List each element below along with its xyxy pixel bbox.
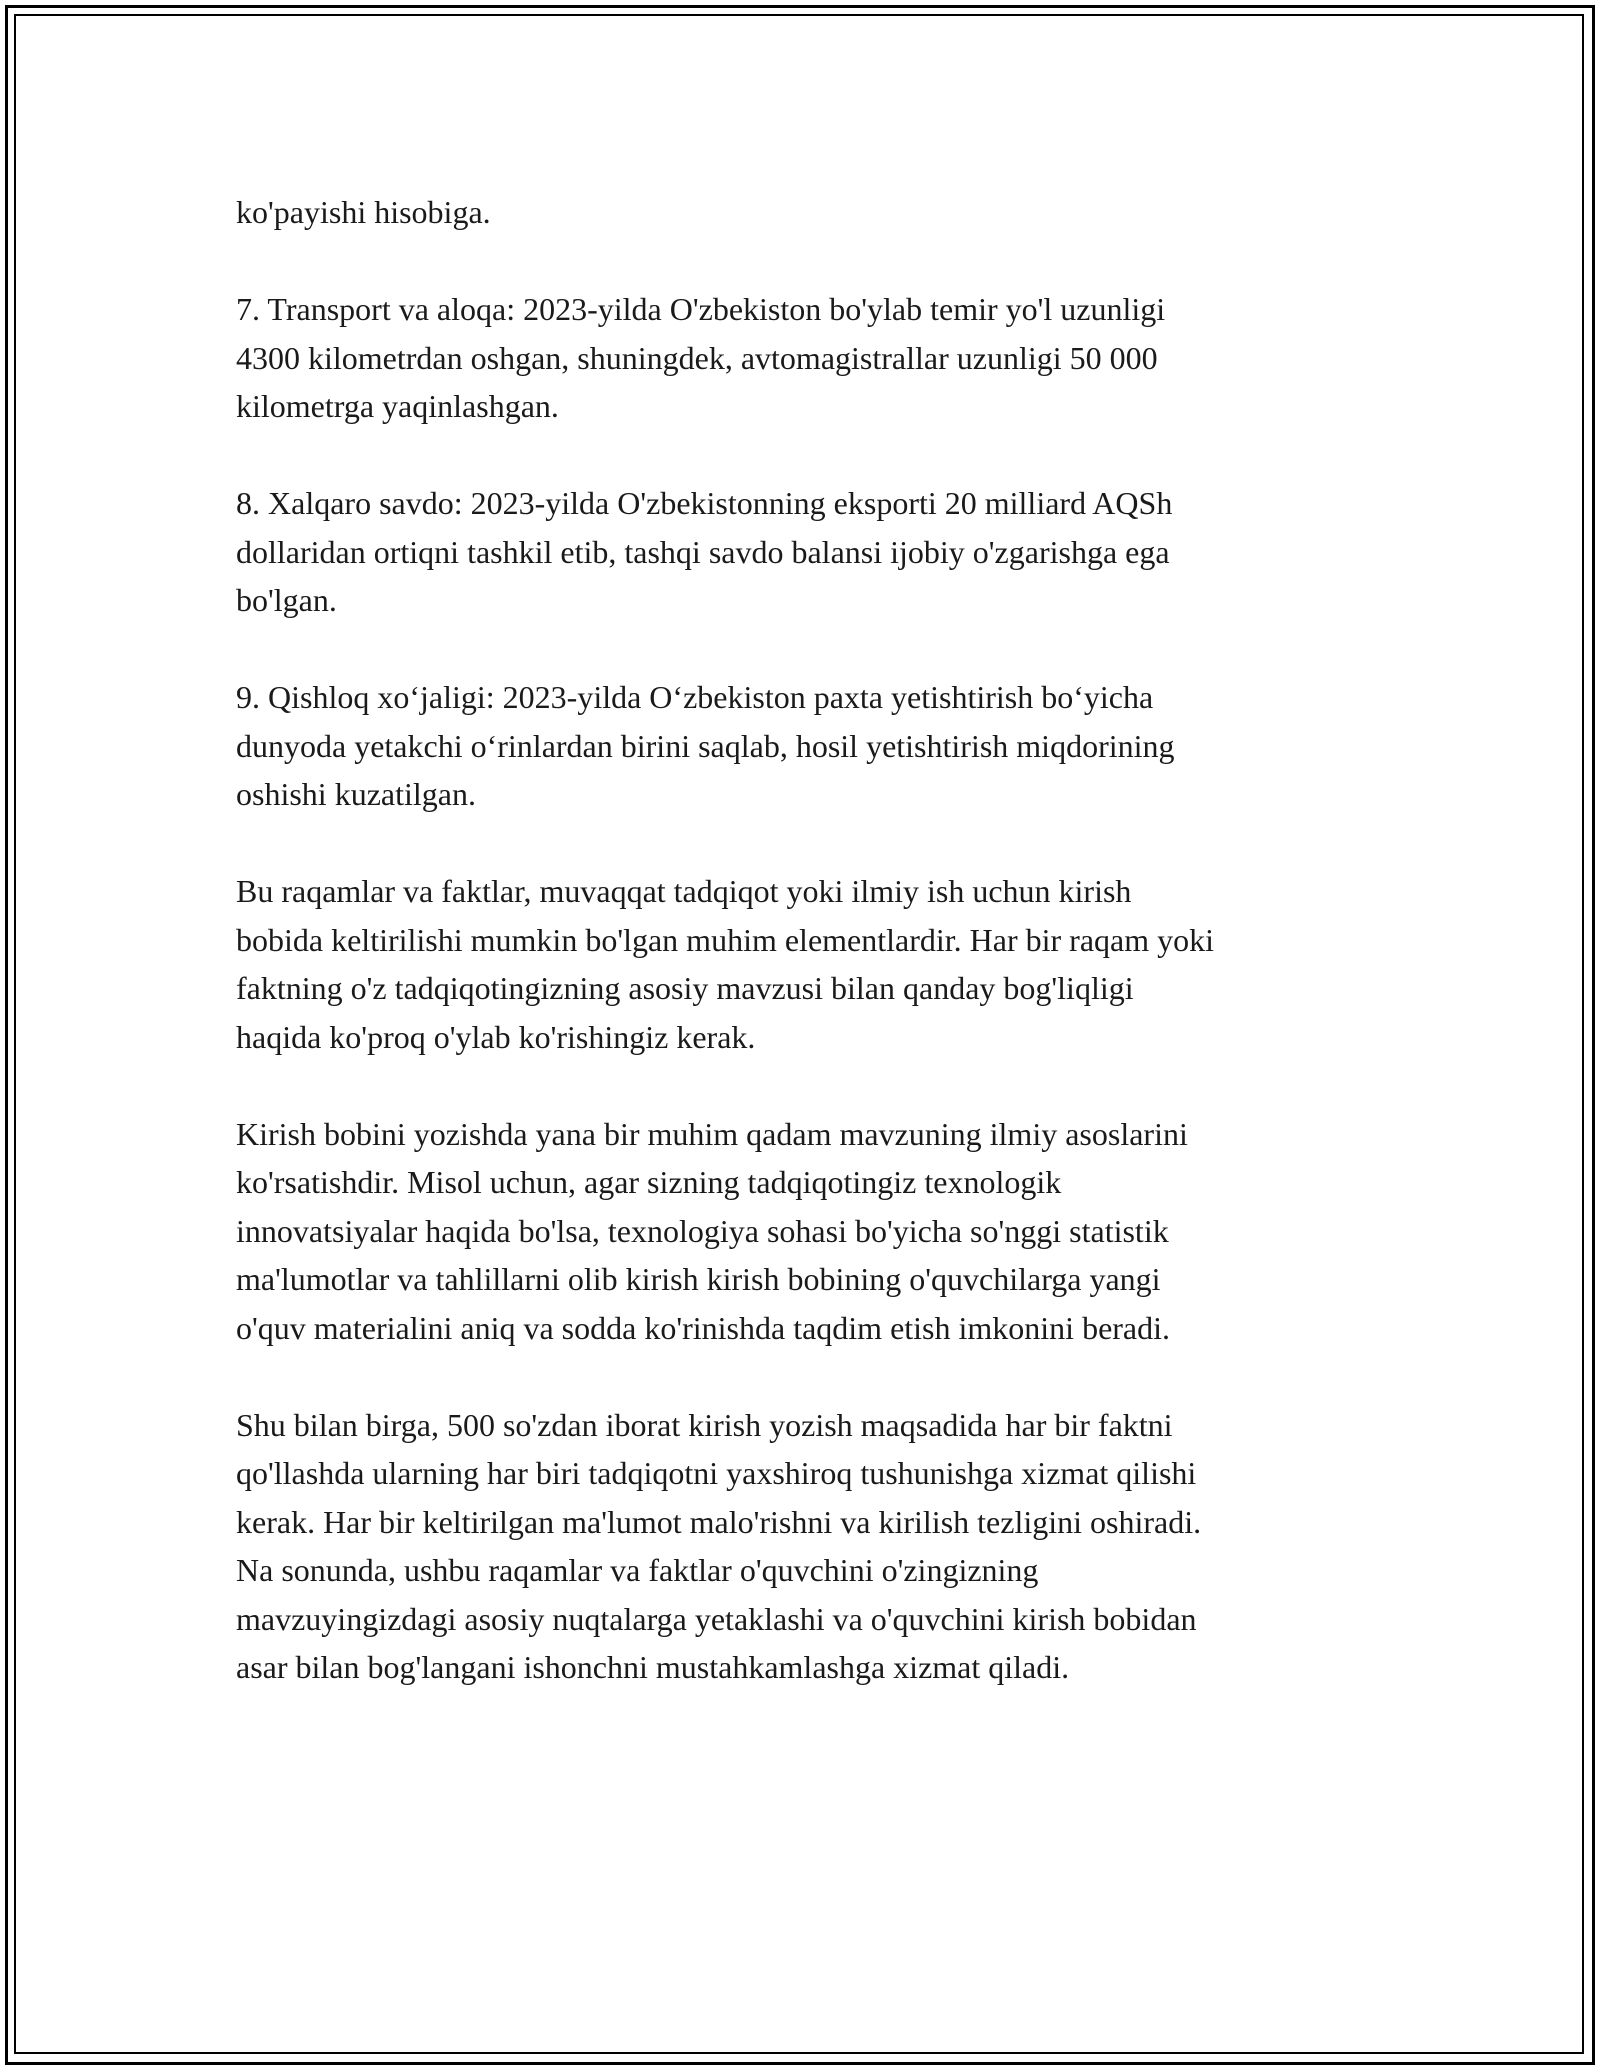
- text-line: asar bilan bog'langani ishonchni mustahkamlashga xizmat qiladi.: [236, 1649, 1070, 1685]
- paragraph-agriculture: [236, 673, 1386, 819]
- text-line: Bu raqamlar va faktlar, muvaqqat tadqiqot yoki ilmiy ish uchun kirish: [236, 873, 1132, 909]
- text-line: Na sonunda, ushbu raqamlar va faktlar o'quvchini o'zingizning: [236, 1552, 1039, 1588]
- text-line: dollaridan ortiqni tashkil etib, tashqi savdo balansi ijobiy o'zgarishga ega: [236, 533, 1170, 570]
- text-line: faktning o'z tadqiqotingizning asosiy mavzusi bilan qanday bog'liqligi: [236, 970, 1134, 1006]
- text-line: bo'lgan.: [236, 582, 337, 618]
- paragraph-continuation: [236, 188, 1386, 237]
- text-line: 9. Qishloq xo‘jaligi: 2023-yilda O‘zbekiston paxta yetishtirish bo‘yicha: [236, 679, 1154, 715]
- text-line: dunyoda yetakchi o‘rinlardan birini saqlab, hosil yetishtirish miqdorining: [236, 727, 1175, 764]
- text-line: kilometrga yaqinlashgan.: [236, 388, 559, 424]
- text-line: ma'lumotlar va tahlillarni olib kirish kirish bobining o'quvchilarga yangi: [236, 1261, 1161, 1297]
- paragraph-trade: [236, 479, 1386, 625]
- text-line: ko'rsatishdir. Misol uchun, agar sizning tadqiqotingiz texnologik: [236, 1164, 1062, 1200]
- text-line: Kirish bobini yozishda yana bir muhim qadam mavzuning ilmiy asoslarini: [236, 1115, 1188, 1152]
- text-line: kerak. Har bir keltirilgan ma'lumot malo'rishni va kirilish tezligini oshiradi.: [236, 1503, 1202, 1540]
- text-line: 8. Xalqaro savdo: 2023-yilda O'zbekistonning eksporti 20 milliard AQSh: [236, 485, 1173, 521]
- text-line: haqida ko'proq o'ylab ko'rishingiz kerak.: [236, 1018, 756, 1055]
- text-line: mavzuyingizdagi asosiy nuqtalarga yetaklashi va o'quvchini kirish bobidan: [236, 1600, 1197, 1637]
- paragraph-scientific-basis: [236, 1110, 1386, 1353]
- text-line: bobida keltirilishi mumkin bo'lgan muhim elementlardir. Har bir raqam yoki: [236, 921, 1215, 958]
- paragraph-facts-summary: [236, 867, 1386, 1061]
- paragraph-transport: [236, 285, 1386, 431]
- text-line: oshishi kuzatilgan.: [236, 776, 476, 812]
- text-line: o'quv materialini aniq va sodda ko'rinishda taqdim etish imkonini beradi.: [236, 1309, 1171, 1346]
- text-line: qo'llashda ularning har biri tadqiqotni yaxshiroq tushunishga xizmat qilishi: [236, 1455, 1197, 1491]
- text-line: 4300 kilometrdan oshgan, shuningdek, avtomagistrallar uzunligi 50 000: [236, 339, 1158, 376]
- text-line: innovatsiyalar haqida bo'lsa, texnologiya sohasi bo'yicha so'nggi statistik: [236, 1212, 1169, 1249]
- text-line: ko'payishi hisobiga.: [236, 194, 491, 230]
- paragraph-conclusion: [236, 1401, 1386, 1692]
- text-line: 7. Transport va aloqa: 2023-yilda O'zbekiston bo'ylab temir yo'l uzunligi: [236, 291, 1166, 327]
- text-line: Shu bilan birga, 500 so'zdan iborat kirish yozish maqsadida har bir faktni: [236, 1406, 1173, 1443]
- document-body: [236, 188, 1386, 1740]
